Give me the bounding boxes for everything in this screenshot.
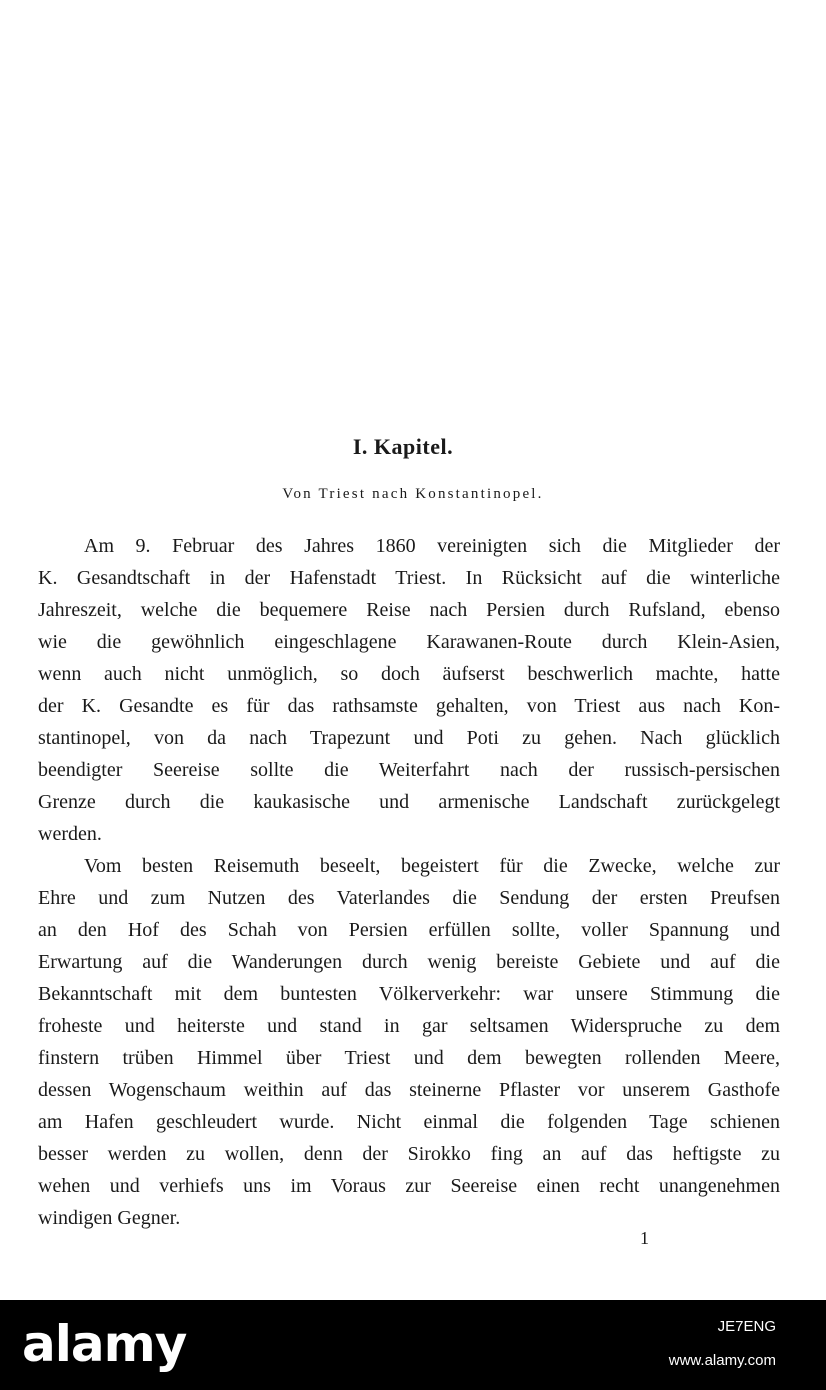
text-line: an den Hof des Schah von Persien erfüllen sollte, voller Spannung und — [38, 919, 780, 941]
text-line: froheste und heiterste und stand in gar seltsamen Widerspruche zu dem — [38, 1015, 780, 1037]
text-line: dessen Wogenschaum weithin auf das steinerne Pflaster vor unserem Gasthofe — [38, 1079, 780, 1101]
text-line: Grenze durch die kaukasische und armenische Landschaft zurückgelegt — [38, 791, 780, 813]
text-line: der K. Gesandte es für das rathsamste gehalten, von Triest aus nach Kon- — [38, 695, 780, 717]
stock-photo-footer — [0, 1300, 826, 1390]
text-line: Erwartung auf die Wanderungen durch wenig bereiste Gebiete und auf die — [38, 951, 780, 973]
text-line: stantinopel, von da nach Trapezunt und Poti zu gehen. Nach glücklich — [38, 727, 780, 749]
text-line: Am 9. Februar des Jahres 1860 vereinigten sich die Mitglieder der — [84, 535, 780, 557]
text-line: beendigter Seereise sollte die Weiterfahrt nach der russisch-persischen — [38, 759, 780, 781]
image-id: JE7ENG — [717, 1318, 776, 1335]
text-line: Vom besten Reisemuth beseelt, begeistert für die Zwecke, welche zur — [84, 855, 780, 877]
text-line: Bekanntschaft mit dem buntesten Völkerverkehr: war unsere Stimmung die — [38, 983, 780, 1005]
page-number: 1 — [640, 1228, 649, 1248]
alamy-logo: alamy — [22, 1315, 187, 1373]
body-text — [38, 530, 780, 1234]
chapter-subtitle: Von Triest nach Konstantinopel. — [282, 486, 544, 502]
chapter-heading: I. Kapitel. — [352, 434, 454, 459]
stock-url: www.alamy.com — [668, 1352, 776, 1369]
text-line: wenn auch nicht unmöglich, so doch äufserst beschwerlich machte, hatte — [38, 663, 780, 685]
text-line: wehen und verhiefs uns im Voraus zur Seereise einen recht unangenehmen — [38, 1175, 780, 1197]
text-line: am Hafen geschleudert wurde. Nicht einmal die folgenden Tage schienen — [38, 1111, 780, 1133]
paragraph-1 — [38, 530, 780, 850]
text-line: besser werden zu wollen, denn der Sirokko fing an auf das heftigste zu — [38, 1143, 780, 1165]
text-line: windigen Gegner. — [38, 1207, 181, 1229]
text-line: Jahreszeit, welche die bequemere Reise nach Persien durch Rufsland, ebenso — [38, 599, 780, 621]
text-line: wie die gewöhnlich eingeschlagene Karawanen-Route durch Klein-Asien, — [38, 631, 780, 653]
text-line: werden. — [38, 823, 102, 845]
paragraph-2 — [38, 850, 780, 1234]
text-line: Ehre und zum Nutzen des Vaterlandes die Sendung der ersten Preufsen — [38, 887, 780, 909]
text-line: finstern trüben Himmel über Triest und dem bewegten rollenden Meere, — [38, 1047, 780, 1069]
text-line: K. Gesandtschaft in der Hafenstadt Triest. In Rücksicht auf die winterliche — [38, 567, 780, 589]
